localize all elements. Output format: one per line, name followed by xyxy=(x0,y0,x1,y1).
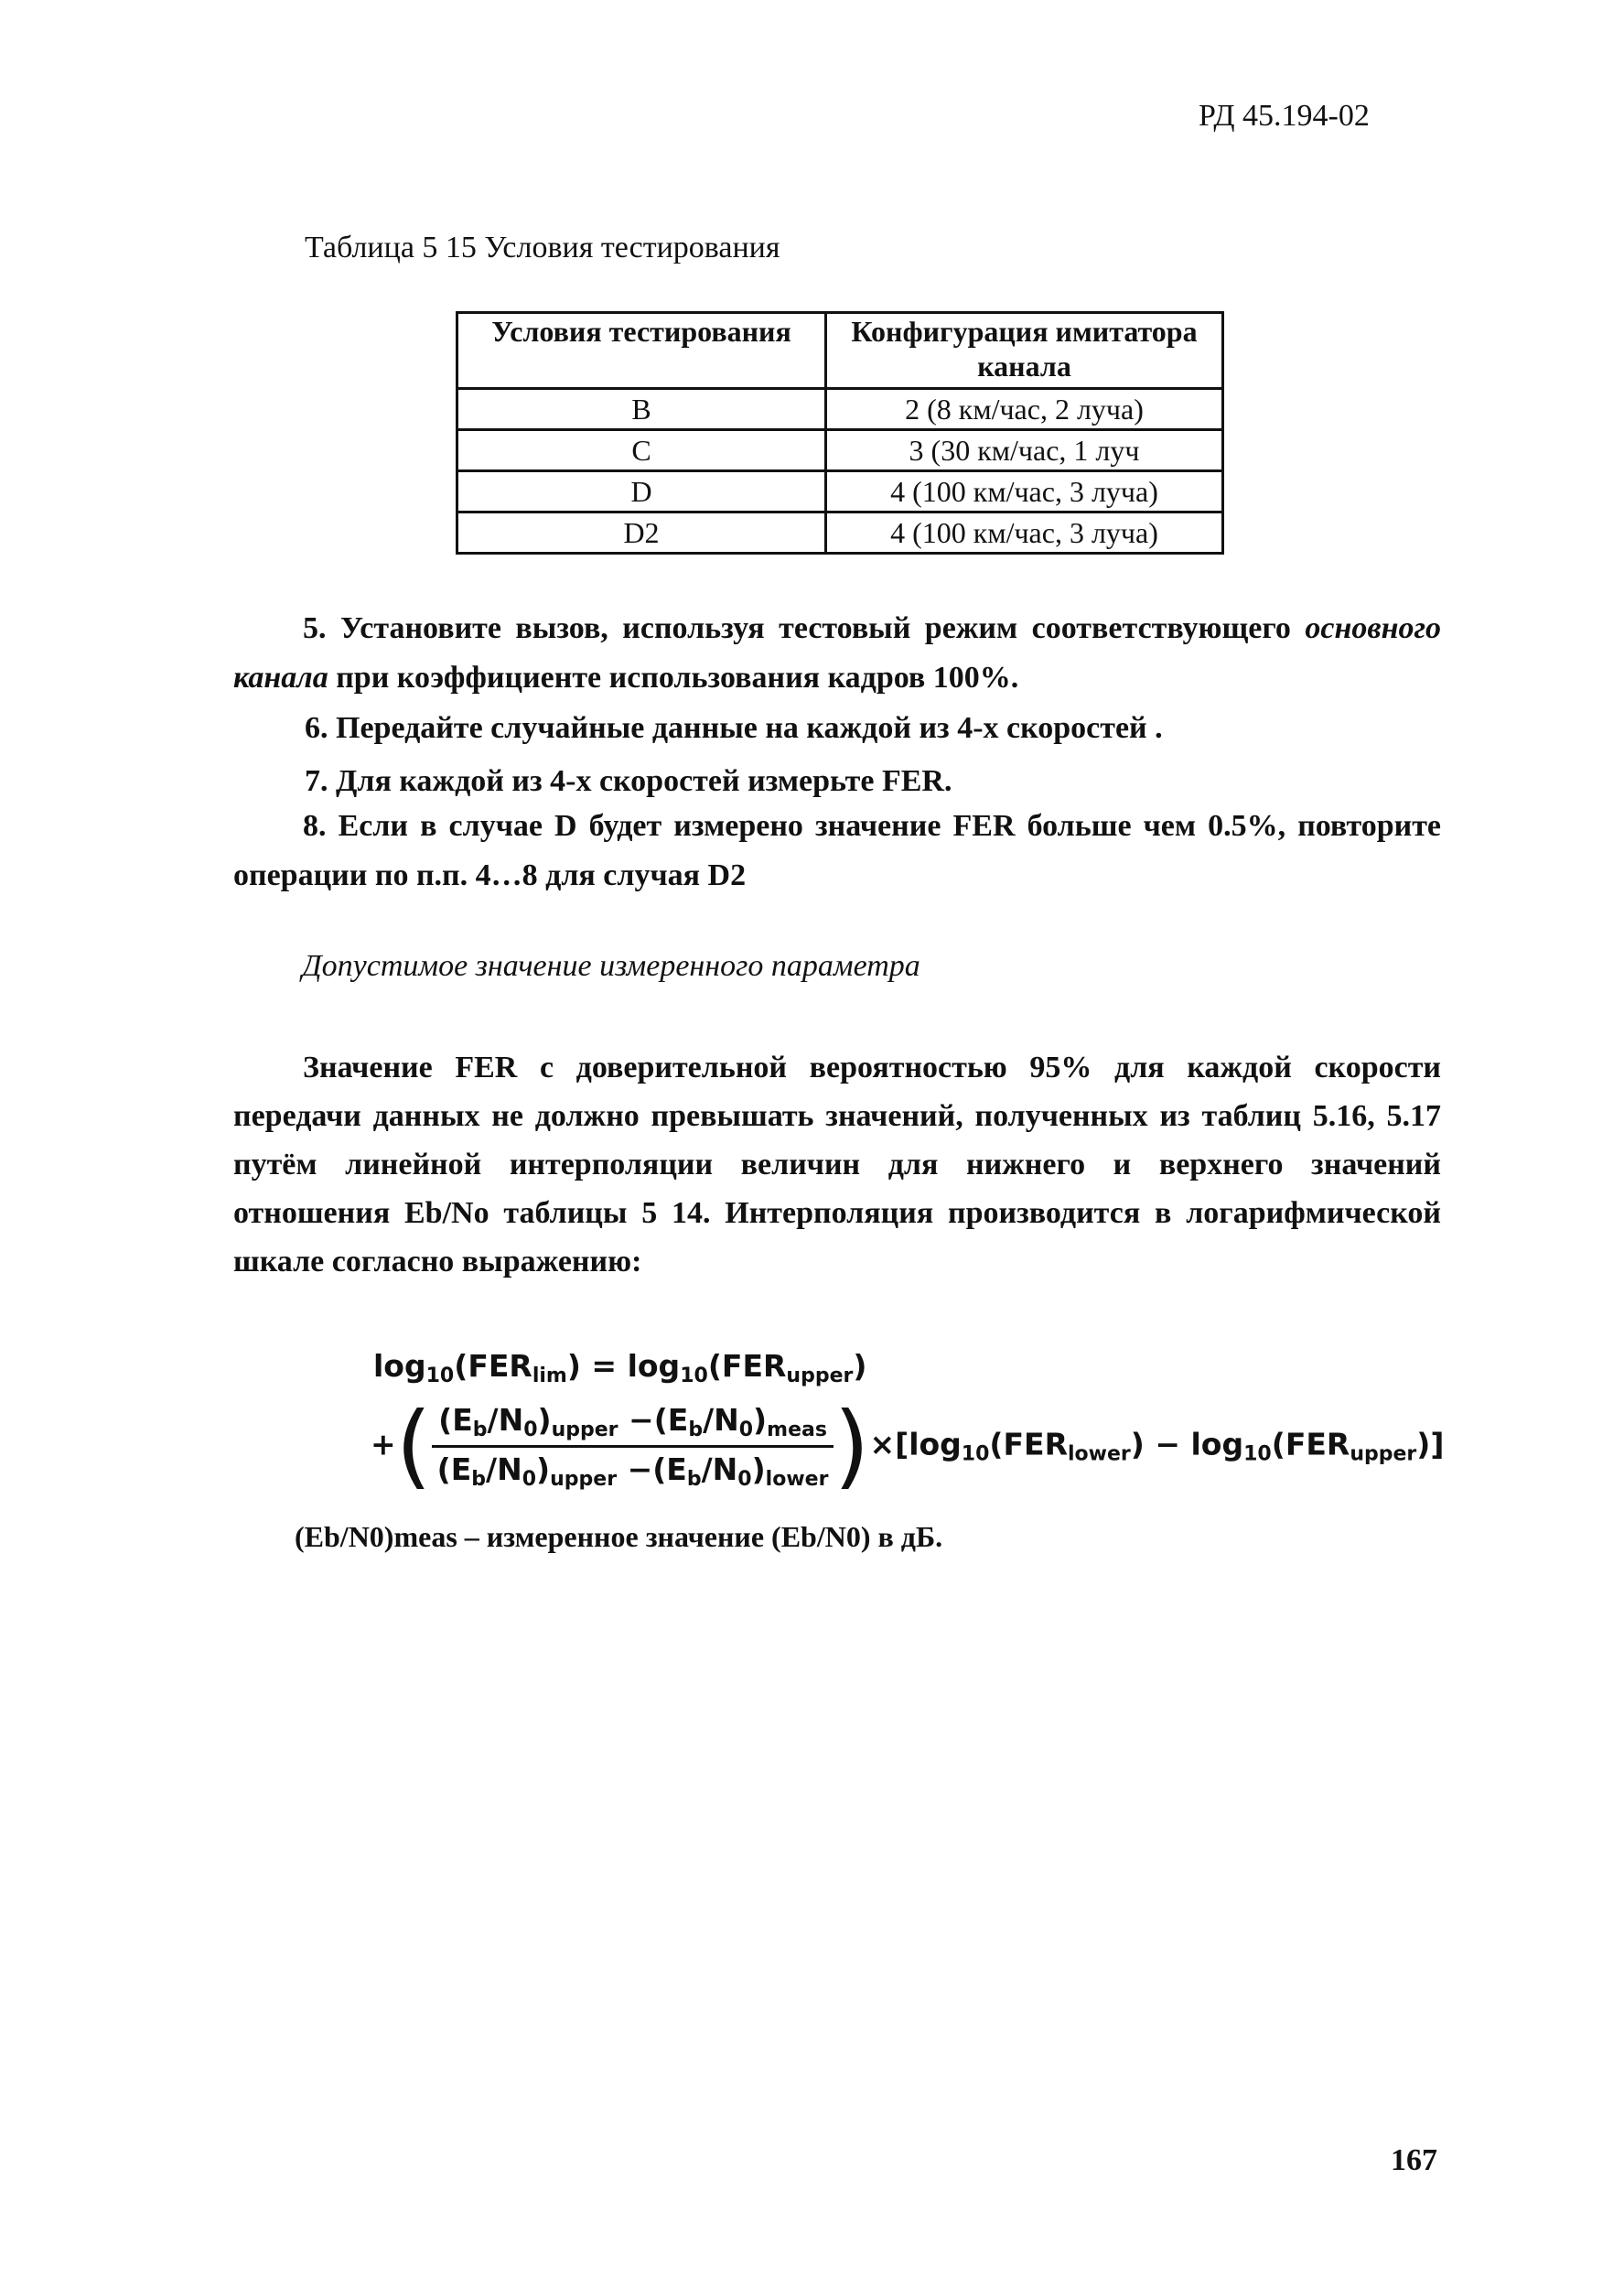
acceptance-title: Допустимое значение измеренного параметра xyxy=(302,949,920,983)
table-row xyxy=(457,389,1223,430)
table-cell: 4 (100 км/час, 3 луча) xyxy=(826,512,1223,554)
formula-sub: 10 xyxy=(961,1442,990,1466)
formula-sub: 10 xyxy=(680,1365,708,1387)
formula-log: log xyxy=(909,1426,962,1462)
formula-line-1: $\log_{10}(FER_{lim}) = \log_{10}(FER_{upper})$ xyxy=(373,1348,867,1387)
acceptance-text-body: Значение FER с доверительной вероятностью 95% для каждой скорости передачи данных не должно превышать значений, полученных из таблиц 5.16, 5.17 путём линейной интерполяции величин для нижнего и верхнего значений отношения Eb/No таблицы 5 14. Интерполяция производится в логарифмической шкале согласно выражению: xyxy=(233,1051,1441,1278)
page-number: 167 xyxy=(1391,2143,1437,2177)
formula-plus: + xyxy=(371,1426,396,1462)
formula-sub: lower xyxy=(1068,1442,1131,1466)
formula-sub: lim xyxy=(532,1365,567,1387)
step-5-text-end: при коэффициенте использования кадров 100%. xyxy=(328,661,1019,695)
column-header-conditions: Условия тестирования xyxy=(457,313,826,389)
formula-minus: − xyxy=(1155,1426,1180,1462)
formula-sub: 0 xyxy=(523,1418,538,1441)
column-header-configuration: Конфигурация имитатора канала xyxy=(826,313,1223,389)
formula-sub: 0 xyxy=(737,1467,752,1491)
table-header-row xyxy=(457,313,1223,389)
formula-sub: 0 xyxy=(738,1418,754,1441)
formula-sub: 10 xyxy=(1243,1442,1272,1466)
formula-fraction xyxy=(432,1402,834,1491)
formula-sub: b xyxy=(688,1418,704,1441)
table-row xyxy=(457,512,1223,554)
formula-text: /N xyxy=(487,1401,524,1438)
table-cell: B xyxy=(457,389,826,430)
formula-sub: upper xyxy=(551,1418,618,1441)
formula-numerator: $(E_b/N_0)_{upper} -(E_b/N_0)_{meas}$ xyxy=(432,1402,834,1448)
document-code: РД 45.194-02 xyxy=(1199,99,1370,133)
table-caption: Таблица 5 15 Условия тестирования xyxy=(305,231,780,264)
table-cell: 3 (30 км/час, 1 луч xyxy=(826,430,1223,471)
formula-log: log xyxy=(627,1348,681,1384)
formula-text: (E xyxy=(438,1401,473,1438)
step-8-text: 8. Если в случае D будет измерено значение FER больше чем 0.5%, повторите операции по п.п. 4…8 для случая D2 xyxy=(233,809,1441,892)
formula-sub: upper xyxy=(550,1467,618,1491)
formula-sub: b xyxy=(471,1467,487,1491)
formula-denominator: $(E_b/N_0)_{upper} -(E_b/N_0)_{lower}$ xyxy=(436,1451,829,1491)
formula-sub: 10 xyxy=(425,1365,455,1387)
formula-sub: meas xyxy=(767,1418,827,1441)
formula-minus: − xyxy=(629,1401,654,1438)
formula-equals: = xyxy=(591,1348,618,1384)
formula-fer: FER xyxy=(721,1348,787,1384)
table-cell: 4 (100 км/час, 3 луча) xyxy=(826,471,1223,512)
formula-log: log xyxy=(1190,1426,1244,1462)
formula-sub: b xyxy=(472,1418,488,1441)
step-5-emphasis: основного канала xyxy=(233,611,1441,695)
formula-text: (E xyxy=(436,1451,472,1487)
table-cell: D xyxy=(457,471,826,512)
formula-sub: 0 xyxy=(522,1467,537,1491)
formula-fer: FER xyxy=(1285,1426,1350,1462)
formula-sub: upper xyxy=(786,1365,854,1387)
table-row xyxy=(457,430,1223,471)
formula-text: (E xyxy=(653,1401,689,1438)
step-5 xyxy=(233,604,1441,703)
definition-text: (Eb/N0)meas – измеренное значение (Eb/N0) в дБ. xyxy=(295,1520,943,1553)
formula-text: (E xyxy=(652,1451,687,1487)
step-7: 7. Для каждой из 4-х скоростей измерьте FER. xyxy=(305,764,952,798)
test-conditions-table xyxy=(456,311,1224,555)
formula-fer: FER xyxy=(1003,1426,1069,1462)
table-cell: 2 (8 км/час, 2 луча) xyxy=(826,389,1223,430)
formula-text: /N xyxy=(703,1401,739,1438)
step-5-text: 5. Установите вызов, используя тестовый режим соответствующего xyxy=(303,611,1306,645)
formula-paren-close: ) xyxy=(834,1392,870,1499)
formula-sub: b xyxy=(686,1467,702,1491)
acceptance-text xyxy=(233,1043,1441,1286)
formula-text: /N xyxy=(701,1451,738,1487)
formula-paren-open: ( xyxy=(395,1392,432,1499)
formula-line-2: +( $\frac{(E_b/N_0)_{upper} -(E_b/N_0)_{meas}}{(E_b/N_0)_{upper} -(E_b/N_0)_{lower}}$ )$\times[\log_{10}(FER_{lower}) - \log_{10}(FER_{upper})]$ xyxy=(371,1392,1445,1499)
formula-sub: lower xyxy=(765,1467,829,1491)
formula-fer: FER xyxy=(468,1348,532,1384)
formula-text: /N xyxy=(486,1451,522,1487)
formula-times: × xyxy=(869,1426,896,1462)
table-cell: D2 xyxy=(457,512,826,554)
formula-sub: upper xyxy=(1350,1442,1417,1466)
table-row xyxy=(457,471,1223,512)
formula-minus: − xyxy=(627,1451,653,1487)
step-6: 6. Передайте случайные данные на каждой из 4-х скоростей . xyxy=(305,711,1163,745)
formula-log: log xyxy=(373,1348,426,1384)
table-cell: C xyxy=(457,430,826,471)
step-8 xyxy=(233,802,1441,901)
